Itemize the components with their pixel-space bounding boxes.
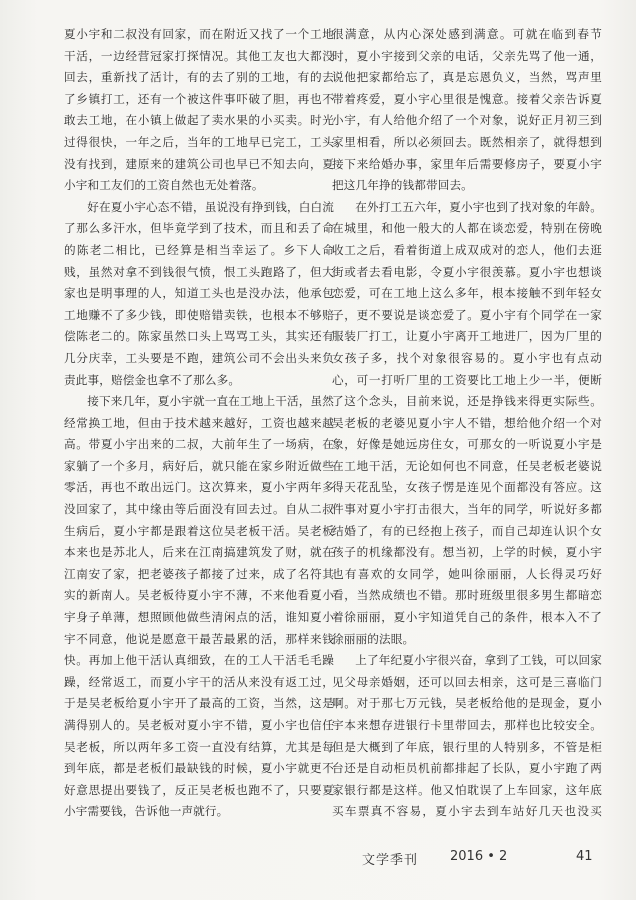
paragraph: 在外打工五六年，夏小宇也到了找对象的年龄。在城里，和他一般大的人都在谈恋爱，特别在傍晚收工之后，看着街道上成双成对的恋人，他们去逛街或者去看电影，令夏小宇很羡慕。夏小宇也想谈恋爱，可在工地上这么多年，根本接触不到年轻女子，更不要说是谈恋爱了。夏小宇有个同学在一家服装厂打工，让夏小宇离开工地进厂，因为厂里的女孩子多，找个对象很容易的。夏小宇也有点动心，可一打听厂里的工资要比工地上少一半，便断了这个念头，目前来说，还是挣钱来得更实际些。吴老板的老婆见夏小宇人不错，想给他介绍一个对象，好像是她远房住女，可那女的一听说夏小宇是在工地干活，无论如何也不同意，任吴老板老婆说得天花乱坠，女孩子愣是连见个面都没有答应。这件事对夏小宇打击很大，当年的同学，听说好多都结婚了，有的已经抱上孩子，而自己却连认识个女孩子的机缘都没有。想当初，上学的时候，夏小宇也有喜欢的女同学，她叫徐丽丽，人长得灵巧好看，当然成绩也不错。那时班级里很多男生都暗恋着徐丽丽，夏小宇知道凭自己的条件，根本入不了徐丽丽的法眼。: [332, 199, 602, 646]
paragraph: 夏小宇和二叔没有回家，而在附近又找了一个工地干活，一边经营冠家打探情况。其他工友也大都没回去，重新找了活计，有的去了别的工地，有的去了乡镇打工，还有一个被这件事吓破了胆，再也不敢去工地，在小镇上做起了卖水果的小买卖。时光过得很快，一年之后，当年的工地早已完工，工头没有找到，建原来的建筑公司也早已不知去向，夏小宇和工友们的工资自然也无处着落。: [64, 27, 334, 193]
paragraph: [64, 823, 334, 824]
paragraph: 很满意，从内心深处感到满意。可就在临到春节时，夏小宇接到父亲的电话，父亲先骂了他一通，说他把家都给忘了，真是忘恩负义，当然，骂声里带着疼爱，夏小宇心里很是愧意。接着父亲告诉夏小宇，有人给他介绍了一个对象，说好正月初三到家里相看，所以必须回去。既然相亲了，就得想到接下来给婚办事，家里年后需要修房子，要夏小宇把这几年挣的钱都带回去。: [332, 27, 602, 193]
paragraph: 接下来几年，夏小宇就一直在工地上干活，虽然经常换工地，但由于技术越来越好，工资也越来越高。带夏小宇出来的二叔，大前年生了一场病，在家躺了一个多月，病好后，就只能在家乡附近做些零活，再也不敢出远门。这次算来，夏小宇两年多没回家了，其中缘由等后面没有回去过。自从二叔生病后，夏小宇都是跟着这位吴老板干活。吴老板本来也是苏北人，后来在江南搞建筑发了财，就在江南安了家，把老婆孩子都接了过来，成了名符其实的新南人。吴老板待夏小宇不薄，不来他看夏小宇身子单薄，想照顾他做些清闲点的活，谁知夏小宇不同意，他说是愿意干最苦最累的活，那样来钱快。再加上他干活认真细致，在的工人干活毛毛躁躁，经常返工，而夏小宇干的活从来没有返工过，于是吴老板给夏小宇开了最高的工资，当然，这是满得别人的。吴老板对夏小宇不错，夏小宇也信任吴老板，所以两年多工资一直没有结算，尤其是每到年底，都是老板们最缺钱的时候，夏小宇就更不好意思提出要钱了，反正吴老板也跑不了，只要夏小宇需要钱，告诉他一声就行。: [64, 394, 334, 819]
page-footer: [362, 849, 602, 869]
paragraph: 上了年纪夏小宇很兴奋，拿到了工钱，可以回家见父母亲婚姻，还可以回去相亲，这可是三喜临门啊。对于那七万元钱，吴老板给他的是现金，夏小宇本来想存进银行卡里带回去，那样也比较安全。但是大概到了年底，银行里的人特别多，不管是柜台还是自动柜员机前都排起了长队，夏小宇跑了两家银行都是这样。他又怕耽误了上车回家，这年底买车票真不容易，夏小宇去到车站好几天也没买: [332, 653, 602, 819]
page-number: 41: [576, 849, 593, 864]
left-text-column: [64, 24, 334, 824]
right-text-column: [332, 24, 602, 824]
paragraph: 好在夏小宇心态不错，虽说没有挣到钱，白白流了那么多汗水，但毕竟学到了技术，而且和丢了命的陈老二相比，已经算是相当幸运了。乡下人命贱，虽然对拿不到钱很气愤，恨工头跑路了，但大家也是明事理的人，知道工头也是没办法，他承包工地赚不了多少钱，即使赔错卖铁，也根本不够赔偿陈老二的。陈家虽然口头上骂骂工头，其实还有几分庆幸，工头要是不跑，建筑公司不会出头来负责此事，赔偿金也拿不了那么多。: [64, 199, 334, 387]
journal-name: 文学季刊: [362, 853, 419, 868]
issue-number: 2016 • 2: [450, 849, 508, 864]
